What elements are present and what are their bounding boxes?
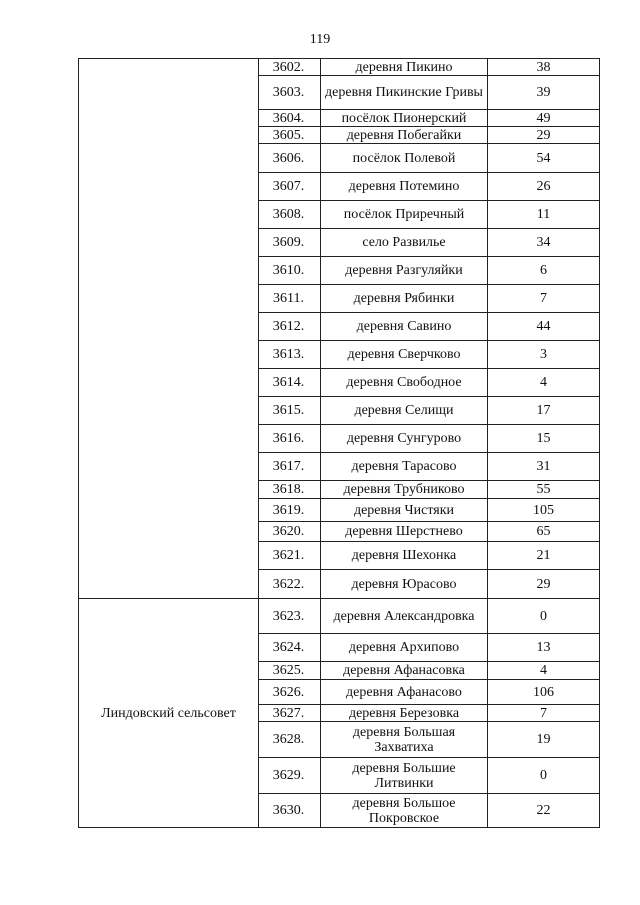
- population-cell: 0: [488, 758, 600, 794]
- population-cell: 29: [488, 570, 600, 599]
- settlement-name-cell: деревня Пикинские Гривы: [321, 76, 488, 110]
- settlement-name-cell: деревня Большая Захватиха: [321, 722, 488, 758]
- settlement-name-cell: деревня Тарасово: [321, 453, 488, 481]
- population-cell: 38: [488, 59, 600, 76]
- population-cell: 7: [488, 285, 600, 313]
- population-cell: 4: [488, 369, 600, 397]
- row-number-cell: 3623.: [259, 599, 321, 634]
- settlement-name-cell: деревня Шехонка: [321, 542, 488, 570]
- row-number-cell: 3624.: [259, 634, 321, 662]
- row-number-cell: 3629.: [259, 758, 321, 794]
- settlement-name-cell: посёлок Приречный: [321, 201, 488, 229]
- settlement-name-cell: деревня Березовка: [321, 705, 488, 722]
- table-row: [79, 59, 600, 76]
- population-cell: 13: [488, 634, 600, 662]
- settlement-name-cell: деревня Трубниково: [321, 481, 488, 499]
- municipality-cell: [79, 59, 259, 599]
- settlement-table-body: [79, 59, 600, 828]
- row-number-cell: 3611.: [259, 285, 321, 313]
- row-number-cell: 3609.: [259, 229, 321, 257]
- settlement-name-cell: деревня Селищи: [321, 397, 488, 425]
- settlement-name-cell: деревня Пикино: [321, 59, 488, 76]
- population-cell: 19: [488, 722, 600, 758]
- settlement-name-cell: деревня Разгуляйки: [321, 257, 488, 285]
- population-cell: 15: [488, 425, 600, 453]
- population-cell: 105: [488, 499, 600, 522]
- settlement-name-cell: село Развилье: [321, 229, 488, 257]
- settlement-name-cell: деревня Савино: [321, 313, 488, 341]
- population-cell: 26: [488, 173, 600, 201]
- population-cell: 0: [488, 599, 600, 634]
- row-number-cell: 3617.: [259, 453, 321, 481]
- settlement-name-cell: деревня Сверчково: [321, 341, 488, 369]
- row-number-cell: 3603.: [259, 76, 321, 110]
- row-number-cell: 3626.: [259, 680, 321, 705]
- population-cell: 49: [488, 110, 600, 127]
- population-cell: 4: [488, 662, 600, 680]
- population-cell: 7: [488, 705, 600, 722]
- settlement-name-cell: деревня Александровка: [321, 599, 488, 634]
- population-cell: 6: [488, 257, 600, 285]
- settlement-name-cell: деревня Афанасовка: [321, 662, 488, 680]
- settlement-name-cell: деревня Потемино: [321, 173, 488, 201]
- population-cell: 44: [488, 313, 600, 341]
- row-number-cell: 3607.: [259, 173, 321, 201]
- row-number-cell: 3616.: [259, 425, 321, 453]
- settlement-name-cell: деревня Большое Покровское: [321, 794, 488, 828]
- population-cell: 106: [488, 680, 600, 705]
- municipality-cell: Линдовский сельсовет: [79, 599, 259, 828]
- settlement-name-cell: посёлок Полевой: [321, 144, 488, 173]
- row-number-cell: 3618.: [259, 481, 321, 499]
- row-number-cell: 3621.: [259, 542, 321, 570]
- settlement-name-cell: деревня Большие Литвинки: [321, 758, 488, 794]
- table-row: [79, 599, 600, 634]
- population-cell: 3: [488, 341, 600, 369]
- population-cell: 29: [488, 127, 600, 144]
- population-cell: 54: [488, 144, 600, 173]
- population-cell: 34: [488, 229, 600, 257]
- settlement-name-cell: деревня Юрасово: [321, 570, 488, 599]
- population-cell: 31: [488, 453, 600, 481]
- settlement-name-cell: деревня Шерстнево: [321, 522, 488, 542]
- row-number-cell: 3613.: [259, 341, 321, 369]
- row-number-cell: 3622.: [259, 570, 321, 599]
- population-cell: 55: [488, 481, 600, 499]
- row-number-cell: 3615.: [259, 397, 321, 425]
- row-number-cell: 3625.: [259, 662, 321, 680]
- settlement-name-cell: деревня Побегайки: [321, 127, 488, 144]
- settlement-name-cell: деревня Афанасово: [321, 680, 488, 705]
- row-number-cell: 3610.: [259, 257, 321, 285]
- page-number: 119: [309, 32, 331, 47]
- settlement-name-cell: посёлок Пионерский: [321, 110, 488, 127]
- settlement-name-cell: деревня Сунгурово: [321, 425, 488, 453]
- population-cell: 11: [488, 201, 600, 229]
- row-number-cell: 3605.: [259, 127, 321, 144]
- settlement-name-cell: деревня Свободное: [321, 369, 488, 397]
- population-cell: 22: [488, 794, 600, 828]
- row-number-cell: 3628.: [259, 722, 321, 758]
- population-cell: 21: [488, 542, 600, 570]
- row-number-cell: 3604.: [259, 110, 321, 127]
- settlement-table: [78, 58, 600, 828]
- row-number-cell: 3612.: [259, 313, 321, 341]
- settlement-name-cell: деревня Архипово: [321, 634, 488, 662]
- row-number-cell: 3602.: [259, 59, 321, 76]
- row-number-cell: 3619.: [259, 499, 321, 522]
- row-number-cell: 3627.: [259, 705, 321, 722]
- population-cell: 17: [488, 397, 600, 425]
- population-cell: 39: [488, 76, 600, 110]
- settlement-name-cell: деревня Рябинки: [321, 285, 488, 313]
- row-number-cell: 3614.: [259, 369, 321, 397]
- row-number-cell: 3608.: [259, 201, 321, 229]
- row-number-cell: 3630.: [259, 794, 321, 828]
- settlement-name-cell: деревня Чистяки: [321, 499, 488, 522]
- population-cell: 65: [488, 522, 600, 542]
- row-number-cell: 3606.: [259, 144, 321, 173]
- row-number-cell: 3620.: [259, 522, 321, 542]
